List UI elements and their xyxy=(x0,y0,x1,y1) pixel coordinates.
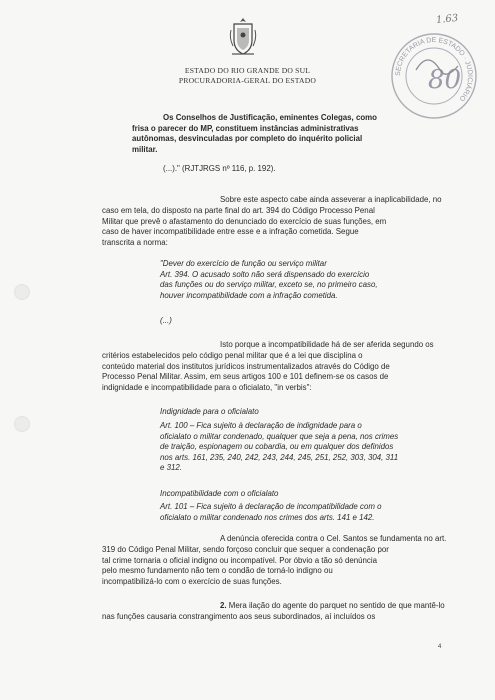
paragraph-line: nas funções causaria constrangimento aos seus subordinados, aí incluídos os xyxy=(102,612,376,621)
norm-line: Art. 394. O acusado solto não será dispensado do exercício xyxy=(160,269,370,279)
paragraph-line: Isto porque a incompatibilidade há de ser aferida segundo os xyxy=(220,340,434,349)
quote-line: frisa o parecer do MP, constituem instâncias administrativas xyxy=(132,123,359,133)
norm-title: "Dever do exercício de função ou serviço militar xyxy=(160,259,327,268)
paragraph-line: caso em tela, do disposto na parte final do art. 394 do Código Processo Penal xyxy=(102,206,375,215)
paragraph-number: 2. xyxy=(220,601,227,610)
article-line: Art. 101 – Fica sujeito à declaração de incompatibilidade com o xyxy=(160,502,382,511)
paragraph-line: caso de haver incompatibilidade entre esse e a infração cometida. Segue xyxy=(102,227,359,237)
paragraph-line: pelo mesmo fundamento não tem o condão de torná-lo indigno ou xyxy=(102,566,333,576)
norm-line: das funções ou do serviço militar, exceto se, no primeiro caso, xyxy=(160,280,378,290)
paragraph-line: 319 do Código Penal Militar, sendo forçoso concluir que sequer a condenação por xyxy=(102,545,389,554)
article-title: Incompatibilidade com o oficialato xyxy=(160,489,279,498)
paragraph-line: tal crime tornaria o oficial indigno ou incompatível. Por óbvio a tão só denúncia xyxy=(102,555,378,565)
article-line: de traição, espionagem ou cobardia, ou em qualquer dos definidos xyxy=(160,442,394,452)
paragraph-line: A denúncia oferecida contra o Cel. Santos se fundamenta no art. xyxy=(220,534,447,543)
stamp-center-mark: 80 xyxy=(428,65,462,95)
paragraph-line: Processo Penal Militar. Assim, em seus artigos 100 e 101 definem-se os casos de xyxy=(102,372,389,382)
paragraph-line: Sobre este aspecto cabe ainda asseverar a inaplicabilidade, no xyxy=(220,195,442,204)
article-title: Indignidade para o oficialato xyxy=(160,407,259,416)
quote-line: militar. xyxy=(132,144,158,154)
quote-line: autônomas, desvinculadas por completo do inquérito policial xyxy=(132,134,363,144)
paragraph-text: Mera ilação do agente do parquet no sentido de que mantê-lo xyxy=(228,601,445,610)
norm-line: houver incompatibilidade com a infração cometida. xyxy=(160,290,338,300)
paragraph-line: indignidade e incompatibilidade para o oficialato, "in verbis": xyxy=(102,382,312,392)
norm-ellipsis: (...) xyxy=(160,316,172,325)
state-coat-of-arms-icon xyxy=(228,16,258,58)
article-line: Art. 100 – Fica sujeito à declaração de indignidade para o xyxy=(160,421,362,430)
article-line: oficialato o militar condenado nos crimes dos arts. 141 e 142. xyxy=(160,512,375,522)
paragraph-line: incompatibilizá-lo com o exercício de suas funções. xyxy=(102,576,282,586)
paragraph-line: conteúdo material dos institutos jurídicos instrumentalizados através do Código de xyxy=(102,361,390,371)
paragraph-line: transcrita a norma: xyxy=(102,237,168,247)
binder-hole xyxy=(14,284,30,300)
official-stamp xyxy=(388,30,480,122)
page-number: 4 xyxy=(438,644,442,650)
handwritten-folio-number: 1.63 xyxy=(435,12,459,27)
paragraph-line xyxy=(220,601,445,612)
binder-hole xyxy=(14,416,30,432)
header-office-name: PROCURADORIA-GERAL DO ESTADO xyxy=(178,76,317,85)
article-line: e 312. xyxy=(160,463,182,473)
article-line: nos arts. 161, 235, 240, 242, 243, 244, 245, 251, 252, 303, 304, 311 xyxy=(160,452,399,462)
stamp-ring-text: SECRETARIA DE ESTADO · JUDICIÁRIO xyxy=(394,36,474,103)
citation: (...)." (RJTJRGS nº 116, p. 192). xyxy=(163,164,276,173)
paragraph-line: Militar que prevê o afastamento do denunciado do exercício de suas funções, em xyxy=(102,216,387,226)
header-state-name: ESTADO DO RIO GRANDE DO SUL xyxy=(184,66,311,75)
paragraph-line: critérios estabelecidos pelo código penal militar que é a lei que disciplina o xyxy=(102,351,363,360)
quote-line: Os Conselhos de Justificação, eminentes Colegas, como xyxy=(163,113,377,122)
article-line: oficialato o militar condenado, qualquer que seja a pena, nos crimes xyxy=(160,431,399,441)
